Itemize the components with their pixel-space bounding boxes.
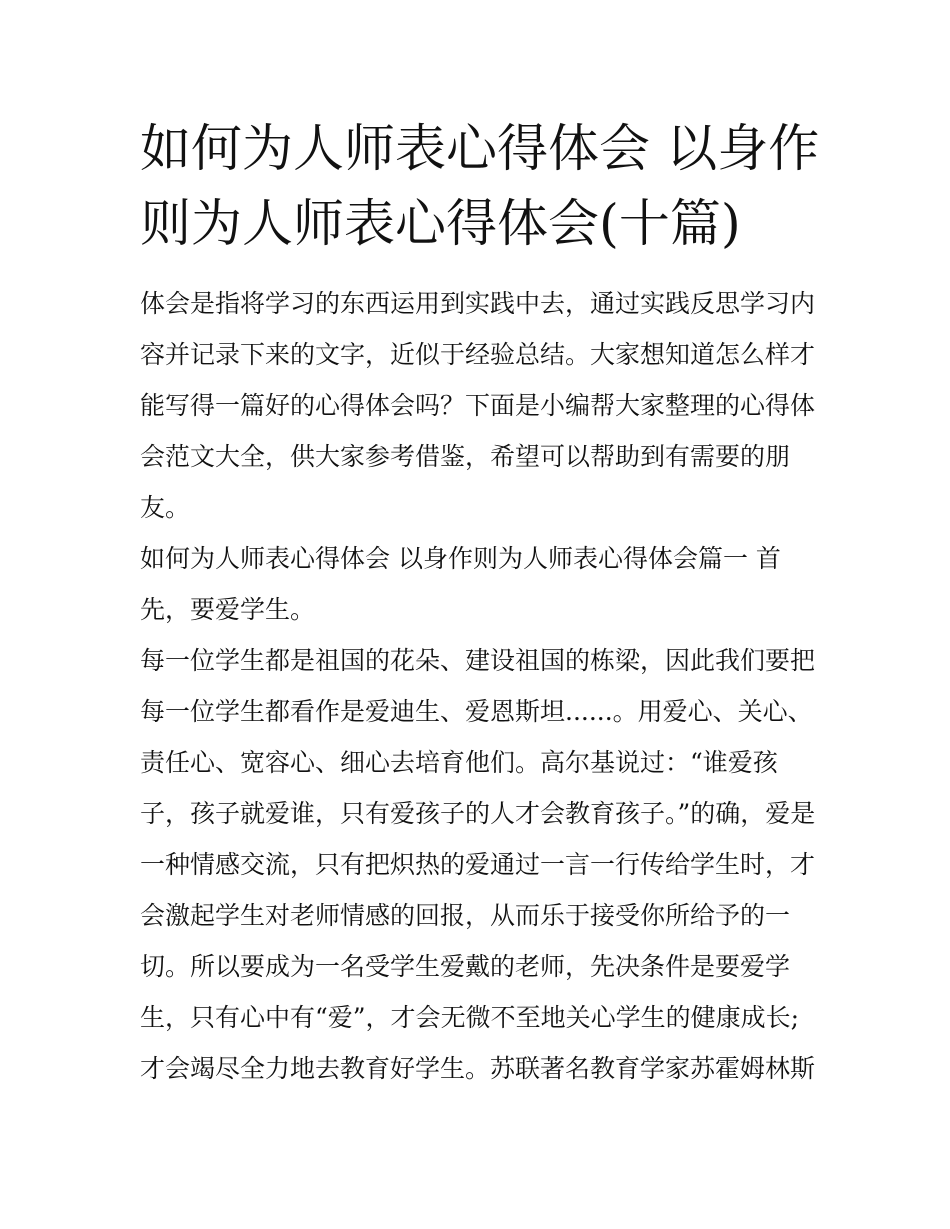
intro-paragraph: 体会是指将学习的东西运用到实践中去，通过实践反思学习内容并记录下来的文字，近似于经验总结。大家想知道怎么样才能写得一篇好的心得体会吗？下面是小编帮大家整理的心得体会范文大全，供大家参考借鉴，希望可以帮助到有需要的朋友。 <box>140 289 816 522</box>
document-title: 如何为人师表心得体会 以身作则为人师表心得体会(十篇) <box>140 120 820 254</box>
section-heading-paragraph: 如何为人师表心得体会 以身作则为人师表心得体会篇一 首先，要爱学生。 <box>140 544 781 624</box>
body-paragraph: 每一位学生都是祖国的花朵、建设祖国的栋梁，因此我们要把每一位学生都看作是爱迪生、爱恩斯坦......。用爱心、关心、责任心、宽容心、细心去培育他们。高尔基说过：“谁爱孩子，孩子就爱谁，只有爱孩子的人才会教育孩子。”的确，爱是一种情感交流，只有把炽热的爱通过一言一行传给学生时，才会激起学生对老师情感的回报，从而乐于接受你所给予的一切。所以要成为一名受学生爱戴的老师，先决条件是要爱学生，只有心中有“爱”，才会无微不至地关心学生的健康成长;才会竭尽全力地去教育好学生。苏联著名教育学家苏霍姆林斯 <box>140 646 816 1083</box>
document-body <box>140 278 816 1094</box>
